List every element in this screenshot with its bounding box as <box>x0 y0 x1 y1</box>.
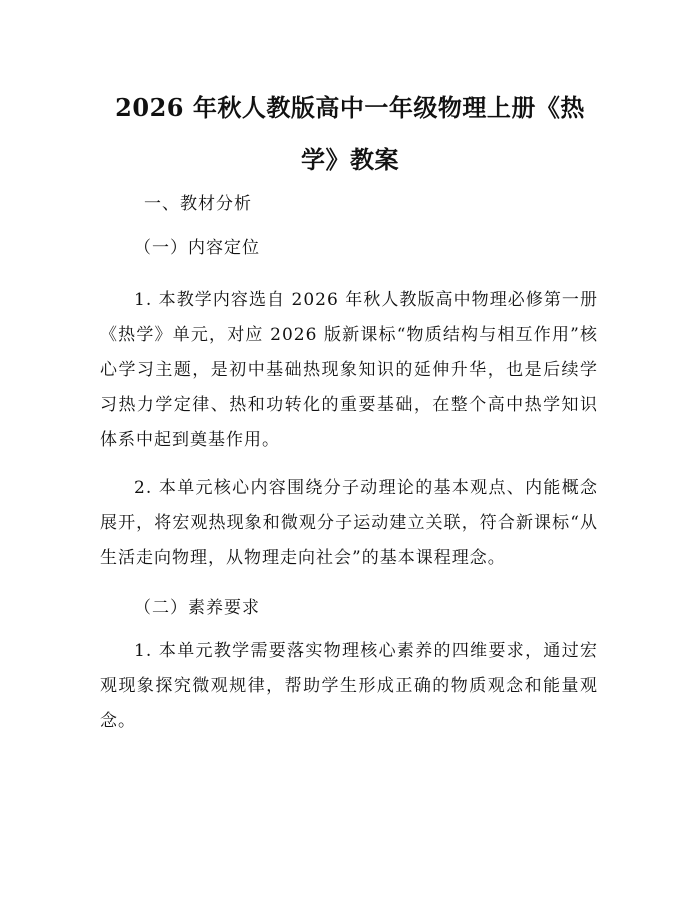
paragraph-literacy-requirements-1: 1. 本单元教学需要落实物理核心素养的四维要求，通过宏观现象探究微观规律，帮助学生形成正确的物质观念和能量观念。 <box>100 641 598 731</box>
paragraph-content-positioning-1: 1. 本教学内容选自 2026 年秋人教版高中物理必修第一册《热学》单元，对应 2026 版新课标“物质结构与相互作用”核心学习主题，是初中基础热现象知识的延伸升华，也是后续学习热力学定律、热和功转化的重要基础，在整个高中热学知识体系中起到奠基作用。 <box>100 290 598 450</box>
section-heading-textbook-analysis: 一、教材分析 <box>144 194 252 214</box>
paragraph-content-positioning-2: 2. 本单元核心内容围绕分子动理论的基本观点、内能概念展开，将宏观热现象和微观分子运动建立关联，符合新课标“从生活走向物理，从物理走向社会”的基本课程理念。 <box>100 478 598 568</box>
document-title: 2026 年秋人教版高中一年级物理上册《热学》教案 <box>115 93 585 174</box>
subsection-heading-literacy-requirements: （二）素养要求 <box>134 598 260 618</box>
subsection-heading-content-positioning: （一）内容定位 <box>134 238 260 258</box>
